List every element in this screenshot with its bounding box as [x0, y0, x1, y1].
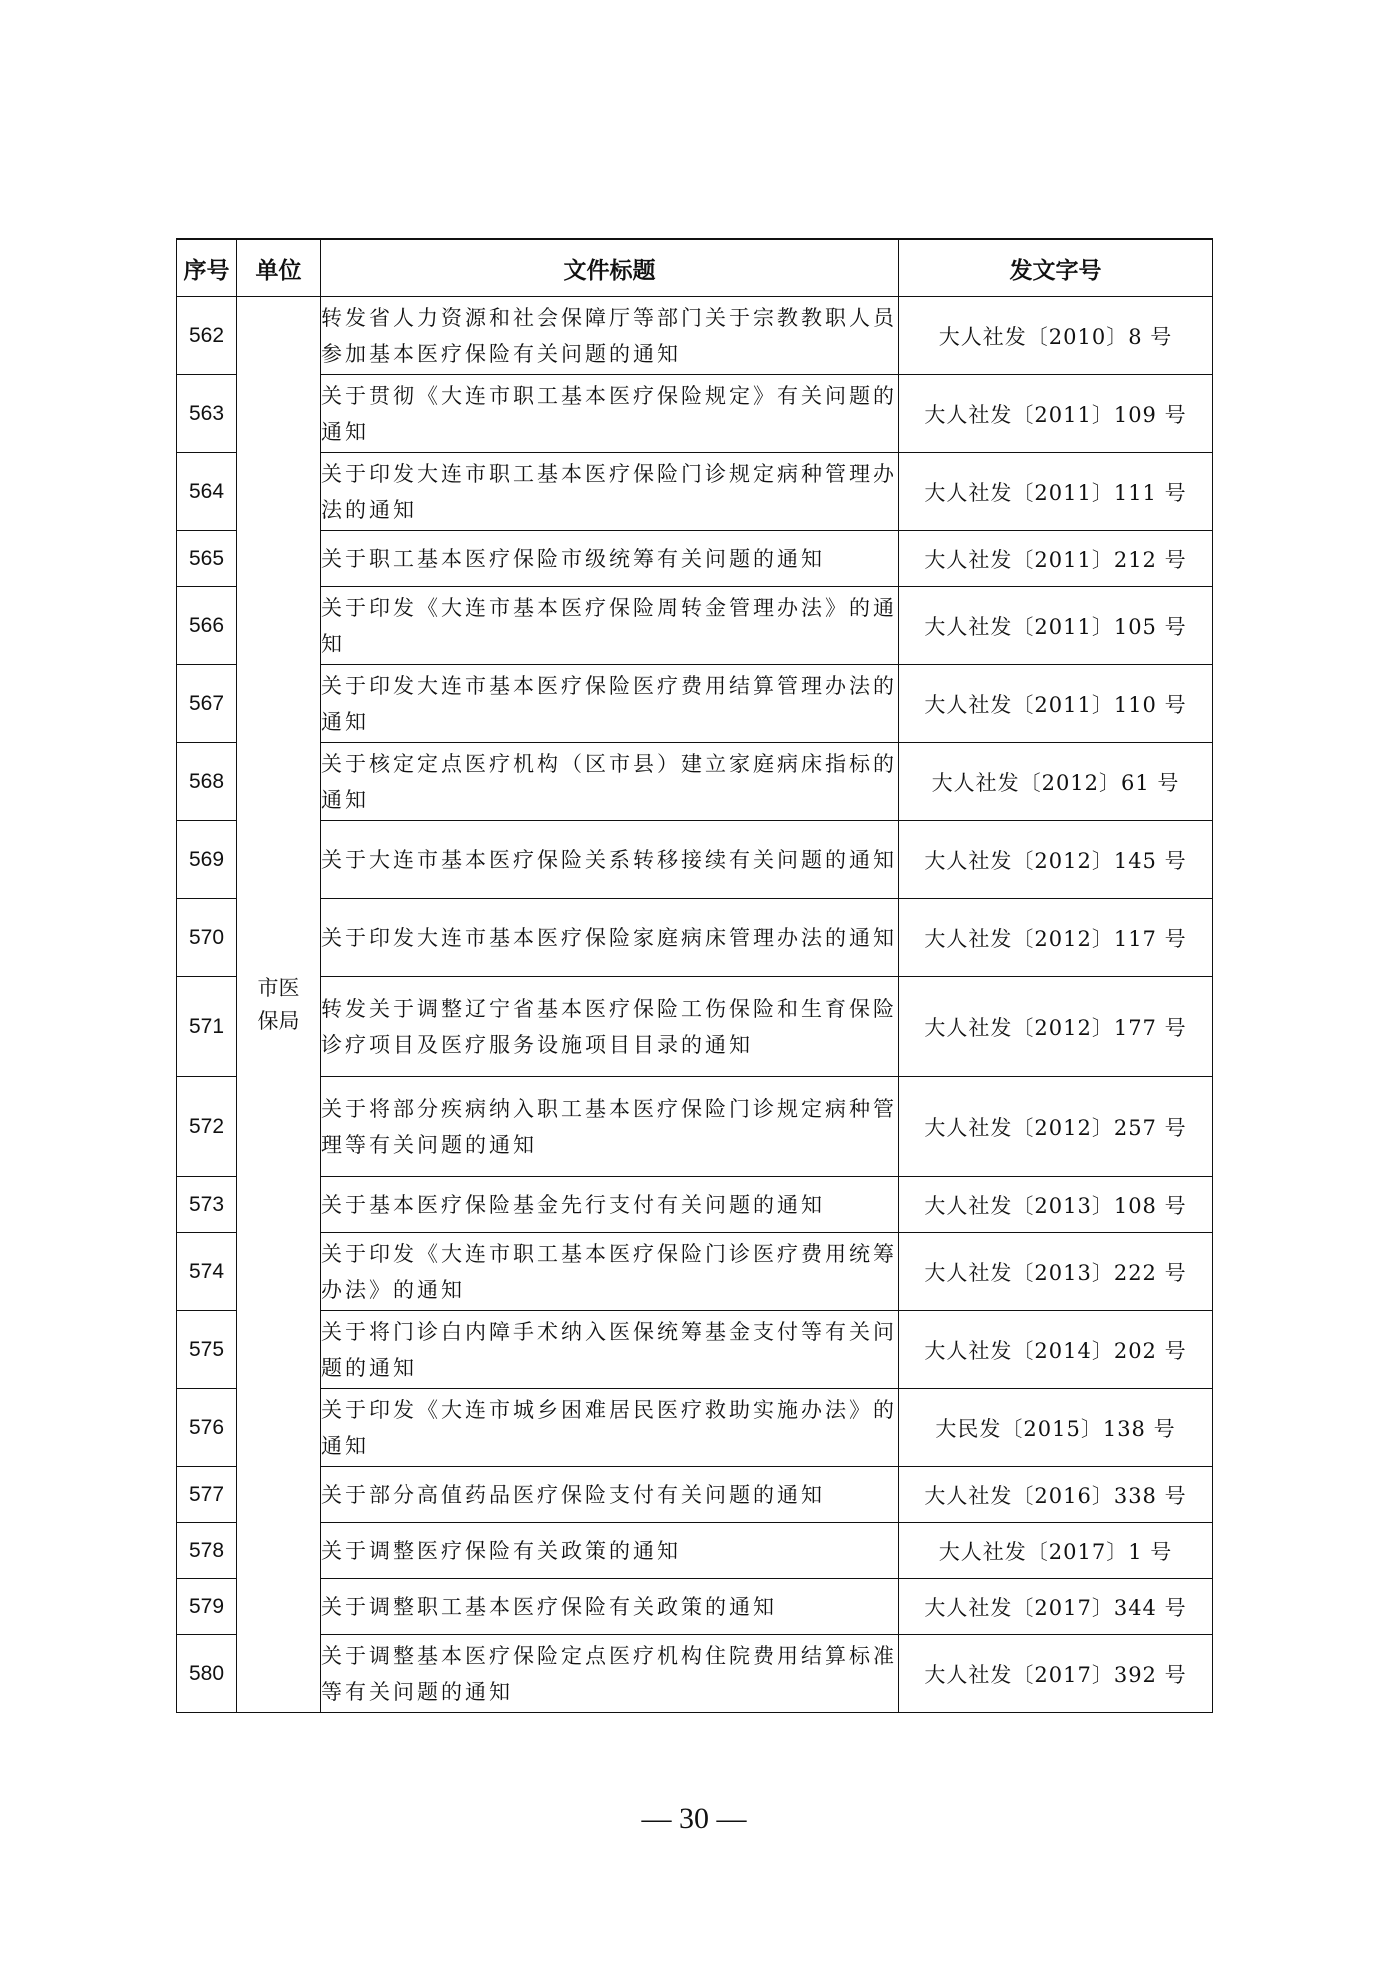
row-title: 关于印发《大连市职工基本医疗保险门诊医疗费用统筹办法》的通知 — [321, 1233, 899, 1311]
row-seq: 570 — [177, 899, 237, 977]
row-docno: 大人社发〔2011〕110 号 — [899, 665, 1213, 743]
header-unit: 单位 — [237, 239, 321, 297]
row-seq: 580 — [177, 1635, 237, 1713]
row-title: 关于印发大连市基本医疗保险医疗费用结算管理办法的通知 — [321, 665, 899, 743]
row-docno: 大人社发〔2011〕111 号 — [899, 453, 1213, 531]
table-row — [177, 1233, 1213, 1311]
row-seq: 574 — [177, 1233, 237, 1311]
row-docno: 大人社发〔2012〕177 号 — [899, 977, 1213, 1077]
table-row — [177, 1467, 1213, 1523]
row-seq: 567 — [177, 665, 237, 743]
table-row — [177, 665, 1213, 743]
row-seq: 568 — [177, 743, 237, 821]
row-docno: 大人社发〔2012〕61 号 — [899, 743, 1213, 821]
row-title: 转发关于调整辽宁省基本医疗保险工伤保险和生育保险诊疗项目及医疗服务设施项目目录的通知 — [321, 977, 899, 1077]
row-docno: 大人社发〔2013〕222 号 — [899, 1233, 1213, 1311]
row-docno: 大民发〔2015〕138 号 — [899, 1389, 1213, 1467]
row-docno: 大人社发〔2011〕105 号 — [899, 587, 1213, 665]
row-docno: 大人社发〔2016〕338 号 — [899, 1467, 1213, 1523]
table-row — [177, 743, 1213, 821]
row-title: 关于调整医疗保险有关政策的通知 — [321, 1523, 899, 1579]
row-seq: 576 — [177, 1389, 237, 1467]
row-title: 关于核定定点医疗机构（区市县）建立家庭病床指标的通知 — [321, 743, 899, 821]
row-seq: 563 — [177, 375, 237, 453]
row-title: 转发省人力资源和社会保障厅等部门关于宗教教职人员参加基本医疗保险有关问题的通知 — [321, 297, 899, 375]
row-docno: 大人社发〔2017〕344 号 — [899, 1579, 1213, 1635]
unit-cell — [237, 297, 321, 1713]
table-body — [177, 297, 1213, 1713]
table-header-row — [177, 239, 1213, 297]
row-seq: 569 — [177, 821, 237, 899]
table-row — [177, 531, 1213, 587]
header-seq: 序号 — [177, 239, 237, 297]
row-seq: 562 — [177, 297, 237, 375]
table-row — [177, 1579, 1213, 1635]
table-row — [177, 1077, 1213, 1177]
row-seq: 577 — [177, 1467, 237, 1523]
row-docno: 大人社发〔2017〕392 号 — [899, 1635, 1213, 1713]
row-seq: 566 — [177, 587, 237, 665]
row-seq: 564 — [177, 453, 237, 531]
table-row — [177, 899, 1213, 977]
row-seq: 565 — [177, 531, 237, 587]
table-row — [177, 1177, 1213, 1233]
row-docno: 大人社发〔2012〕117 号 — [899, 899, 1213, 977]
row-title: 关于职工基本医疗保险市级统筹有关问题的通知 — [321, 531, 899, 587]
table-row — [177, 977, 1213, 1077]
row-title: 关于调整职工基本医疗保险有关政策的通知 — [321, 1579, 899, 1635]
row-docno: 大人社发〔2011〕212 号 — [899, 531, 1213, 587]
header-title: 文件标题 — [321, 239, 899, 297]
row-docno: 大人社发〔2014〕202 号 — [899, 1311, 1213, 1389]
table-row — [177, 297, 1213, 375]
document-table — [176, 238, 1213, 1713]
table-row — [177, 821, 1213, 899]
row-title: 关于基本医疗保险基金先行支付有关问题的通知 — [321, 1177, 899, 1233]
table-row — [177, 1523, 1213, 1579]
row-title: 关于印发《大连市基本医疗保险周转金管理办法》的通知 — [321, 587, 899, 665]
row-title: 关于部分高值药品医疗保险支付有关问题的通知 — [321, 1467, 899, 1523]
row-title: 关于将部分疾病纳入职工基本医疗保险门诊规定病种管理等有关问题的通知 — [321, 1077, 899, 1177]
page-number: — 30 — — [641, 1802, 747, 1835]
row-title: 关于印发大连市基本医疗保险家庭病床管理办法的通知 — [321, 899, 899, 977]
row-docno: 大人社发〔2013〕108 号 — [899, 1177, 1213, 1233]
row-docno: 大人社发〔2010〕8 号 — [899, 297, 1213, 375]
row-seq: 573 — [177, 1177, 237, 1233]
row-title: 关于印发《大连市城乡困难居民医疗救助实施办法》的通知 — [321, 1389, 899, 1467]
row-title: 关于调整基本医疗保险定点医疗机构住院费用结算标准等有关问题的通知 — [321, 1635, 899, 1713]
row-docno: 大人社发〔2012〕145 号 — [899, 821, 1213, 899]
header-docno: 发文字号 — [899, 239, 1213, 297]
row-seq: 579 — [177, 1579, 237, 1635]
unit-name: 市医保局 — [257, 975, 300, 1033]
row-title: 关于将门诊白内障手术纳入医保统筹基金支付等有关问题的通知 — [321, 1311, 899, 1389]
row-seq: 571 — [177, 977, 237, 1077]
row-seq: 578 — [177, 1523, 237, 1579]
table-row — [177, 587, 1213, 665]
row-docno: 大人社发〔2017〕1 号 — [899, 1523, 1213, 1579]
row-title: 关于贯彻《大连市职工基本医疗保险规定》有关问题的通知 — [321, 375, 899, 453]
row-title: 关于印发大连市职工基本医疗保险门诊规定病种管理办法的通知 — [321, 453, 899, 531]
table-row — [177, 1311, 1213, 1389]
table-row — [177, 1635, 1213, 1713]
table-row — [177, 453, 1213, 531]
row-seq: 575 — [177, 1311, 237, 1389]
row-docno: 大人社发〔2012〕257 号 — [899, 1077, 1213, 1177]
row-docno: 大人社发〔2011〕109 号 — [899, 375, 1213, 453]
table-row — [177, 375, 1213, 453]
row-title: 关于大连市基本医疗保险关系转移接续有关问题的通知 — [321, 821, 899, 899]
row-seq: 572 — [177, 1077, 237, 1177]
table-row — [177, 1389, 1213, 1467]
